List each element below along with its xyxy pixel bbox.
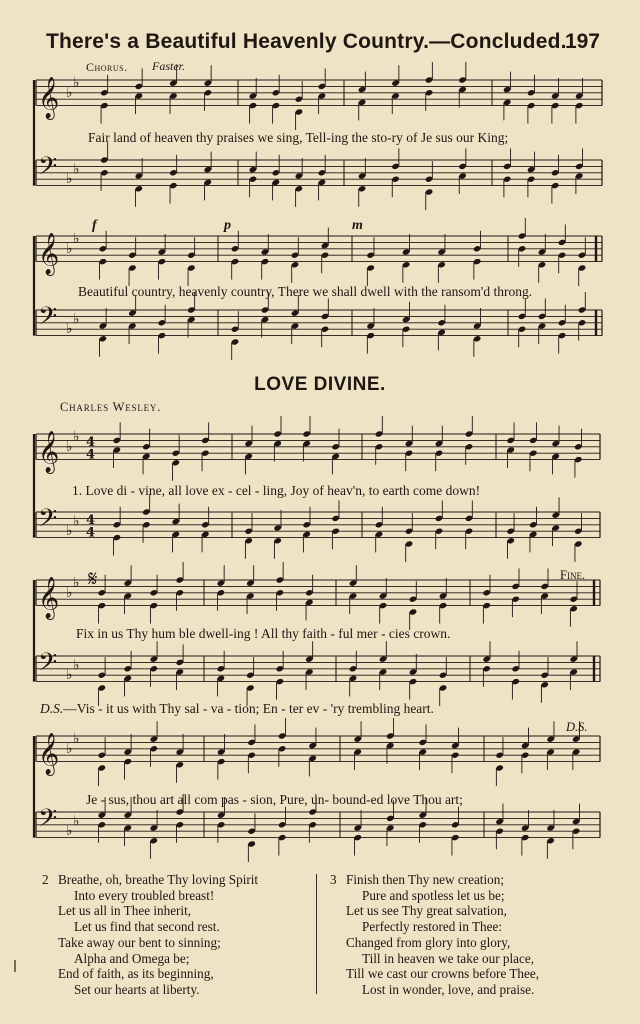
dynamic-mezzo: m [352, 218, 363, 233]
hymn-lyric-line-1: 1. Love di - vine, all love ex - cel - ling, Joy of heav'n, to earth come down! [72, 483, 481, 498]
flat-icon: ♭ [73, 231, 80, 248]
flat-icon: ♭ [66, 523, 73, 540]
verse-3-line: Till in heaven we take our place, [362, 950, 534, 966]
verse-3-number: 3 [330, 872, 337, 887]
flat-icon: ♭ [66, 321, 73, 338]
fine-marking: Fine. [560, 568, 586, 582]
verse-2-number: 2 [42, 872, 49, 887]
bass-clef-icon: 𝄢 [38, 648, 58, 684]
flat-icon: ♭ [66, 240, 73, 257]
verse-3-line: Finish then Thy new creation; [346, 872, 504, 887]
hymn-lyric-line-2: Fix in us Thy hum ble dwell-ing ! All thy faith - ful mer - cies crown. [76, 626, 451, 641]
flat-icon: ♭ [73, 657, 80, 674]
verse-3-line: Let us see Thy great salvation, [346, 903, 507, 919]
tempo-marking: Faster. [152, 59, 185, 73]
chorus-lyric-line-2: Beautiful country, heavenly country, There we shall dwell with the ransom'd throng. [78, 284, 533, 299]
verse-2-line: Breathe, oh, breathe Thy loving Spirit [58, 872, 259, 887]
bass-clef-icon: 𝄢 [38, 302, 58, 338]
hymn-lyric-line-4: Je - sus, thou art all com pas - sion, Pure, un- bound-ed love Thou art; [86, 792, 463, 807]
bass-clef-icon: 𝄢 [38, 804, 58, 840]
page-number: 197 [564, 30, 600, 53]
flat-icon: ♭ [66, 823, 73, 840]
flat-icon: ♭ [66, 84, 73, 101]
chorus-lyric-line-1: Fair land of heaven thy praises we sing, Tell-ing the sto-ry of Je sus our King; [88, 130, 509, 145]
time-signature-top: 4 [86, 512, 96, 528]
flat-icon: ♭ [73, 575, 80, 592]
treble-clef-icon: 𝄞 [38, 233, 60, 275]
verse-3-line: Lost in wonder, love, and praise. [362, 981, 535, 997]
flat-icon: ♭ [66, 740, 73, 757]
verse-divider [316, 874, 317, 994]
verse-2-line: Take away our bent to sinning; [58, 934, 221, 950]
treble-clef-icon: 𝄞 [38, 431, 60, 473]
bass-clef-icon: 𝄢 [38, 504, 58, 540]
page-title: There's a Beautiful Heavenly Country.—Concluded. [46, 30, 567, 53]
verse-3-line: Pure and spotless let us be; [362, 887, 505, 903]
verse-3-line: Changed from glory into glory, [346, 934, 511, 950]
flat-icon: ♭ [73, 429, 80, 446]
hymn-lyric-line-3: —Vis - it us with Thy sal - va - tion; En - ter ev - 'ry trembling heart. [63, 701, 434, 716]
margin-mark [14, 960, 16, 972]
verse-3-line: Perfectly restored in Thee: [362, 919, 503, 935]
bass-clef-icon: 𝄢 [38, 152, 58, 188]
hymn-title: LOVE DIVINE. [254, 374, 386, 395]
flat-icon: ♭ [66, 171, 73, 188]
flat-icon: ♭ [73, 161, 80, 178]
flat-icon: ♭ [73, 311, 80, 328]
treble-clef-icon: 𝄞 [38, 733, 60, 775]
flat-icon: ♭ [73, 731, 80, 748]
ds-marking: D.S. [566, 720, 588, 734]
hymn-author: Charles Wesley. [60, 400, 162, 414]
verse-2-line: Alpha and Omega be; [74, 950, 190, 966]
verse-2-line: Set our hearts at liberty. [74, 981, 200, 997]
chorus-marking: Chorus. [86, 60, 128, 74]
treble-clef-icon: 𝄞 [38, 577, 60, 619]
time-signature-bottom: 4 [86, 447, 96, 463]
verse-2-line: Let us find that second rest. [74, 919, 220, 935]
flat-icon: ♭ [66, 584, 73, 601]
ds-prefix: D.S. [40, 701, 64, 716]
flat-icon: ♭ [73, 813, 80, 830]
flat-icon: ♭ [66, 438, 73, 455]
verse-2-line: Into every troubled breast! [74, 887, 215, 903]
segno-icon: 𝄋 [88, 566, 98, 591]
dynamic-forte: f [92, 218, 97, 233]
ds-lyric-line [40, 701, 434, 717]
verse-2-line: Let us all in Thee inherit, [58, 903, 192, 919]
flat-icon: ♭ [73, 75, 80, 92]
flat-icon: ♭ [66, 667, 73, 684]
dynamic-piano: p [224, 218, 231, 233]
verse-2-line: End of faith, as its beginning, [58, 966, 214, 982]
treble-clef-icon: 𝄞 [38, 77, 60, 119]
flat-icon: ♭ [73, 513, 80, 530]
verse-3-line: Till we cast our crowns before Thee, [346, 966, 540, 982]
time-signature-top: 4 [86, 434, 96, 450]
time-signature-bottom: 4 [86, 525, 96, 541]
